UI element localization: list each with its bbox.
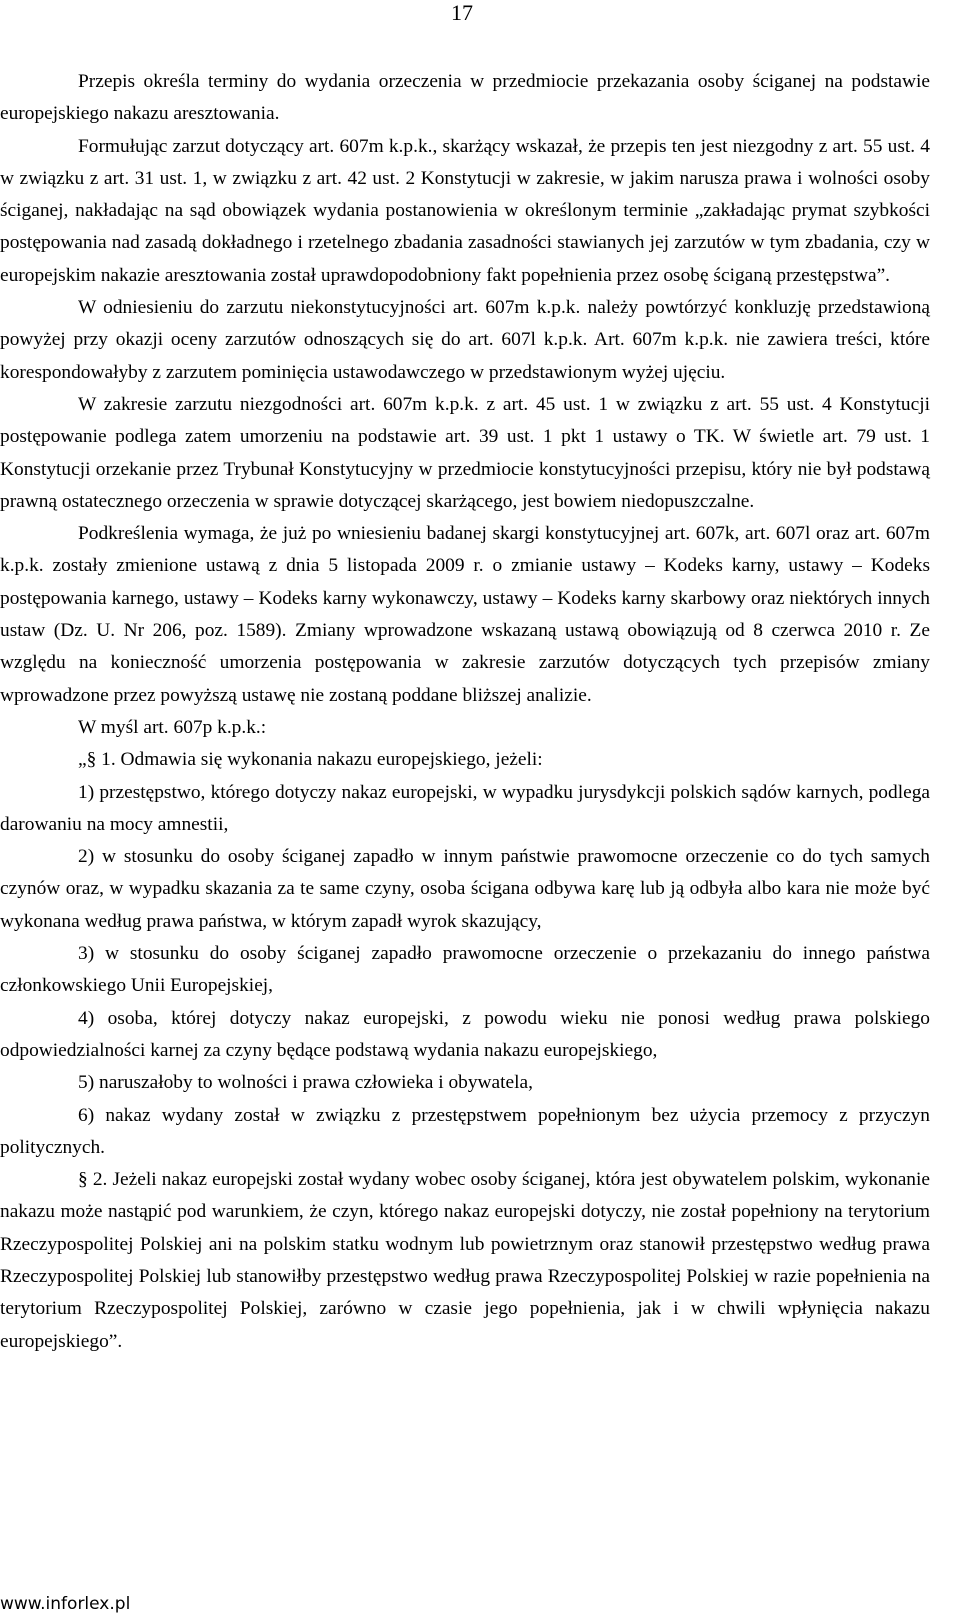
- paragraph: § 2. Jeżeli nakaz europejski został wydany wobec osoby ściganej, która jest obywatelem polskim, wykonanie nakazu może nastąpić pod warunkiem, że czyn, którego nakaz europejski dotyczy, nie został popełniony na terytorium Rzeczypospolitej Polskiej ani na polskim statku wodnym lub powietrznym oraz stanowił przestępstwo według prawa Rzeczypospolitej Polskiej lub stanowiłby przestępstwo według prawa Rzeczypospolitej Polskiej w razie popełnienia na terytorium Rzeczypospolitej Polskiej, zarówno w czasie jego popełnienia, jak i w chwili wpłynięcia nakazu europejskiego”.: [0, 1169, 930, 1352]
- quoted-section-heading: „§ 1. Odmawia się wykonania nakazu europejskiego, jeżeli:: [78, 749, 543, 771]
- list-item: 3) w stosunku do osoby ściganej zapadło prawomocne orzeczenie o przekazaniu do innego państwa członkowskiego Unii Europejskiej,: [0, 943, 930, 997]
- page-number: 17: [451, 0, 473, 25]
- list-item: 5) naruszałoby to wolności i prawa człowieka i obywatela,: [78, 1072, 533, 1094]
- list-item: 6) nakaz wydany został w związku z przestępstwem popełnionym bez użycia przemocy z przyczyn politycznych.: [0, 1104, 930, 1158]
- paragraph: W odniesieniu do zarzutu niekonstytucyjności art. 607m k.p.k. należy powtórzyć konkluzję przedstawioną powyżej przy okazji oceny zarzutów odnoszących się do art. 607l k.p.k. Art. 607m k.p.k. nie zawiera treści, które korespondowałyby z zarzutem pominięcia ustawodawczego w przedstawionym wyżej ujęciu.: [0, 297, 930, 383]
- paragraph: Podkreślenia wymaga, że już po wniesieniu badanej skargi konstytucyjnej art. 607k, art. 607l oraz art. 607m k.p.k. zostały zmienione ustawą z dnia 5 listopada 2009 r. o zmianie ustawy – Kodeks karny, ustawy – Kodeks postępowania karnego, ustawy – Kodeks karny wykonawczy, ustawy – Kodeks karny skarbowy oraz niektórych innych ustaw (Dz. U. Nr 206, poz. 1589). Zmiany wprowadzone wskazaną ustawą obowiązują od 8 czerwca 2010 r. Ze względu na konieczność umorzenia postępowania w zakresie zarzutów dotyczących tych przepisów zmiany wprowadzone przez powyższą ustawę nie zostaną poddane bliższej analizie.: [0, 523, 930, 706]
- list-item: 2) w stosunku do osoby ściganej zapadło w innym państwie prawomocne orzeczenie co do tych samych czynów oraz, w wypadku skazania za te same czyny, osoba ścigana odbywa karę lub ją odbyła albo kara nie może być wykonana według prawa państwa, w którym zapadł wyrok skazujący,: [0, 846, 930, 932]
- paragraph: W zakresie zarzutu niezgodności art. 607m k.p.k. z art. 45 ust. 1 w związku z art. 55 ust. 4 Konstytucji postępowanie podlega zatem umorzeniu na podstawie art. 39 ust. 1 pkt 1 ustawy o TK. W świetle art. 79 ust. 1 Konstytucji orzekanie przez Trybunał Konstytucyjny w przedmiocie konstytucyjności przepisu, który nie był podstawą prawną ostatecznego orzeczenia w sprawie dotyczącej skarżącego, jest bowiem niedopuszczalne.: [0, 393, 930, 512]
- footer-url: www.inforlex.pl: [0, 1594, 131, 1614]
- paragraph: Formułując zarzut dotyczący art. 607m k.p.k., skarżący wskazał, że przepis ten jest niezgodny z art. 55 ust. 4 w związku z art. 31 ust. 1, w związku z art. 42 ust. 2 Konstytucji w zakresie, w jakim narusza prawa i wolności osoby ściganej, nakładając na sąd obowiązek wydania postanowienia w określonym terminie „zakładając prymat szybkości postępowania nad zasadą dokładnego i rzetelnego zbadania zasadności stawianych jej zarzutów w tym zbadania, czy w europejskim nakazie aresztowania został uprawdopodobniony fakt popełnienia przez osobę ściganą przestępstwa”.: [0, 135, 930, 286]
- paragraph: W myśl art. 607p k.p.k.:: [78, 716, 267, 738]
- list-item: 1) przestępstwo, którego dotyczy nakaz europejski, w wypadku jurysdykcji polskich sądów karnych, podlega darowaniu na mocy amnestii,: [0, 781, 930, 835]
- document-body: [0, 66, 930, 1358]
- paragraph: Przepis określa terminy do wydania orzeczenia w przedmiocie przekazania osoby ściganej na podstawie europejskiego nakazu aresztowania.: [0, 71, 930, 125]
- list-item: 4) osoba, której dotyczy nakaz europejski, z powodu wieku nie ponosi według prawa polskiego odpowiedzialności karnej za czyny będące podstawą wydania nakazu europejskiego,: [0, 1007, 930, 1061]
